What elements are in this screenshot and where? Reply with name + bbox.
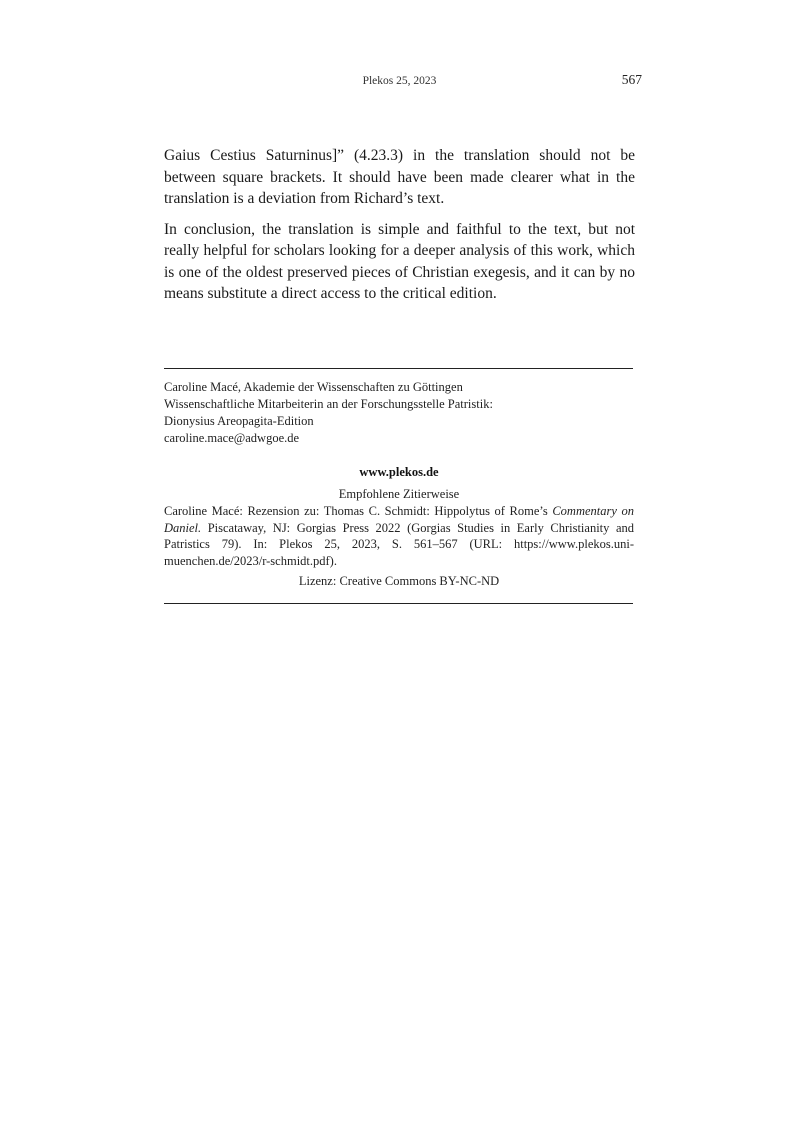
body-text bbox=[164, 145, 635, 314]
affiliation-line-name: Caroline Macé, Akademie der Wissenschaften zu Göttingen bbox=[164, 380, 463, 394]
website-link[interactable]: www.plekos.de bbox=[359, 465, 439, 479]
citation-italic-title: Commentary on Daniel. bbox=[164, 504, 634, 535]
citation-part-1: Caroline Macé: Rezension zu: Thomas C. Schmidt: Hippolytus of Rome’s bbox=[164, 504, 553, 518]
author-email[interactable]: caroline.mace@adwgoe.de bbox=[164, 431, 300, 445]
citation-part-2: Piscataway, NJ: Gorgias Press 2022 (Gorgias Studies in Early Christianity and Patristics 79). In: Plekos 25, 2023, S. 561–567 (URL: https://www.plekos.uni-muenchen.de/2023/r-schmidt.pdf). bbox=[164, 520, 634, 568]
running-head: Plekos 25, 2023 bbox=[362, 75, 437, 87]
separator-rule-top bbox=[164, 368, 633, 369]
author-affiliation bbox=[164, 379, 634, 447]
license-text: Lizenz: Creative Commons BY-NC-ND bbox=[298, 574, 500, 588]
page-number: 567 bbox=[621, 72, 642, 87]
body-paragraph-2: In conclusion, the translation is simple and faithful to the text, but not really helpful for scholars looking for a deeper analysis of this work, which is one of the oldest preserved pieces of Christian exegesis, and it can by no means substitute a direct access to the critical edition. bbox=[164, 220, 635, 302]
affiliation-line-project: Dionysius Areopagita-Edition bbox=[164, 414, 314, 428]
separator-rule-bottom bbox=[164, 603, 633, 604]
body-paragraph-1: Gaius Cestius Saturninus]” (4.23.3) in the translation should not be between square brackets. It should have been made clearer what in the translation is a deviation from Richard’s text. bbox=[164, 147, 635, 207]
affiliation-line-position: Wissenschaftliche Mitarbeiterin an der Forschungsstelle Patristik: bbox=[164, 397, 493, 411]
citation-heading: Empfohlene Zitierweise bbox=[338, 487, 460, 501]
citation-text bbox=[164, 503, 634, 569]
